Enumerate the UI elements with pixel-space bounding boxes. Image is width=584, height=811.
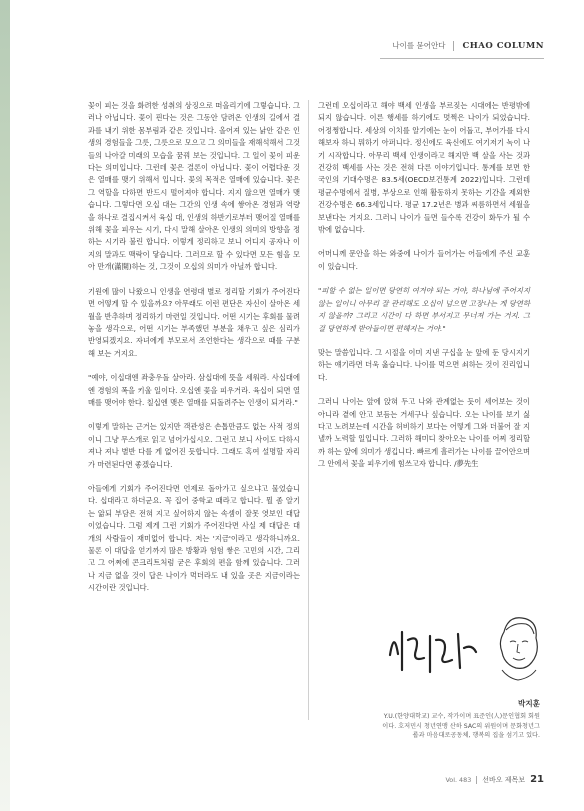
paragraph: 그런데 오십이라고 해야 백세 인생을 부르짖는 시대에는 반평밖에 되지 않습니다. 이른 행세를 하기에도 멋쩍은 나이가 되었습니다. 어정쩡합니다. 세상의 이치를 알기에는 눈이 어둡고, 부어가를 다시 해보자 하니 뭐하기 아퍼니다. 정신에도 육신에도 여기저기 녹이 나기 시작합니다. 아무리 백세 인생이라고 해지만 백 살을 사는 것과 건강히 백세를 사는 것은 전혀 다른 이야기입니다. 통계를 보면 한국인의 기대수명은 83.5세(OECD보건통계 2022)입니다. 그런데 평균수명에서 질병, 부상으로 인해 활동하지 못하는 기간을 제외한 건강수명은 66.3세입니다. 평균 17.2년은 병과 씨름하면서 세월을 보낸다는 거지요. 그러니 나이가 들면 들수록 건강이 화두가 될 수밖에 없습니다.: [318, 101, 530, 235]
quote-paragraph: "예야, 이십대엔 좌충우돌 살아라. 삼십대에 뜻을 세워라. 사십대에엔 경험의 폭을 키울 일이다. 오십엔 꽃을 피우거라. 육십이 되면 열매를 맺어야 한다. 칠십엔 맺은 열매를 되돌려주는 인생이 되거라.": [88, 373, 300, 407]
page-footer: [445, 774, 544, 785]
author-name: 박지훈: [517, 699, 540, 708]
paragraph: 어머니께 문안을 하는 와중에 나이가 들어가는 어들에게 주신 교훈이 있습니다.: [318, 249, 530, 271]
quote-paragraph: "피할 수 없는 일이면 당연히 여겨야 되는 거야, 하나님에 주어지지 않는 일이니 아무리 잘 관리해도 오십이 넘으면 고장나는 게 당연하지 않을까? 그리고 시간이 다 하면 부서지고 무너져 가는 거지. 그걸 당연하게 받아들이면 편해지는 거야.": [318, 286, 530, 333]
volume-label: Vol. 483: [445, 775, 472, 784]
author-portrait-sketch: [488, 612, 546, 686]
paragraph: 기원에 많이 나왔으니 인생을 연령대 별로 정리할 기회가 주어진다면 어떻게 할 수 있을까요? 아무래도 이런 편단은 자신이 살아온 세월을 반추하며 정리하기 마련일 것입니다. 어떤 시기는 후회를 물려놓을 생각으로, 어떤 시기는 부족했던 부분을 채우고 싶은 심리가 반영되겠지요. 자녀에게 부모로서 조언한다는 생각으로 때를 구분해 보는 거지요.: [88, 286, 300, 358]
paragraph: 아들에게 기회가 주어진다면 언제로 돌아가고 싶으냐고 물었습니다. 십대라고 하더군요. 꼭 집어 중학교 때라고 합니다. 뭘 좀 알기는 앎되 부담은 전혀 지고 싶어하지 않는 속셈이 잘못 엿보인 대답이었습니다. 그럼 제게 그런 기회가 주어진다면 사실 제 대답은 대개의 사람들이 재미없어 합니다. 저는 '지금'이라고 생각하니까요. 물론 이 대답을 얻기까지 많은 방황과 험험 쌓은 고민의 시간, 그리고 그 어쩌에 콘크리트처럼 굳은 후회의 편을 함께 있습니다. 그러나 지금 없을 것이 답은 나이가 먹더라도 내 있을 곳은 지금이라는 시간이란 것입니다.: [88, 483, 300, 593]
magazine-name: 선바오 제목보: [482, 775, 526, 784]
left-column: [88, 100, 300, 607]
header-rule: [380, 58, 544, 59]
header-separator: [453, 41, 454, 51]
page-edge-decoration: [0, 0, 10, 811]
column-name: CHAO COLUMN: [462, 40, 544, 51]
column-divider: [308, 100, 309, 720]
paragraph: 그러니 나이는 앞에 앉혀 두고 나와 관계없는 듯이 세어보는 것이 아니라 곁에 안고 보듬는 거세구나 싶습니다. 오는 나이를 보기 싫다고 노려보는데 시간을 허비하기 보다는 어떻게 그와 더불어 잘 지낼까 노력할 일입니다. 그러하 해미디 찾아오는 나이를 어찌 정리할까 하는 앞에 의미가 생깁니다. 빠르게 흘러가는 나이를 끌어안으며 그 안에서 꽃을 피우기에 힘쓰고자 합니다. /夢先生: [318, 397, 530, 469]
author-bio: Y.U.(한양대학교) 교수, 작가이며 표준인(人)문인협회 회원이다. 호저민시 청년연맹 산하 SAC의 위원이며 문화청년그룹과 마음대로공동체, 행복의 집을 섬기고 있다.: [382, 713, 540, 740]
paragraph: 꽃이 피는 것을 화려한 성취의 상징으로 떠올리기에 그렇습니다. 그러나 아닙니다. 꽃이 핀다는 것은 그동안 담려온 인생의 길에서 결과를 내기 위한 몸부림과 같은 것입니다. 올어져 있는 낡안 같은 인생의 경험들을 그릇, 그릇으로 모으고 그 의미들을 재해석해서 그것들의 나아갈 미래의 모습을 꿈꿔 보는 것입니다. 그 일이 꽃이 피운다는 의미입니다. 그런데 꽃은 결론이 아닙니다. 꽃이 어렵다운 것은 열매를 맺기 위해서 입니다. 꽃의 목적은 열매에 있습니다. 꽃은 그 역할을 다하면 반드시 떨어져야 합니다. 지지 않으면 열매가 맺습니다. 그렇다면 오십 대는 그간의 인생 속에 쌓아온 경험과 역량을 하나로 결집시켜서 육십 대, 인생의 하반기로부터 맺어질 열매를 위해 꽃을 피우는 시기, 다시 말해 살아온 인생의 의미의 방향을 정하는 시기라 불린 합니다. 이렇게 정리하고 보니 어디지 공자나 이지의 말과도 맥락이 닿습니다. 그러므로 할 수 있다면 모든 힘을 모아 만개(滿開)하는 것, 그것이 오십의 의미가 아닐까 합니다.: [88, 101, 300, 272]
paragraph: 맞는 말씀입니다. 그 시절을 이미 지낸 구십을 눈 앞에 둔 당시지기 하는 얘기라면 더욱 옳습니다. 나이를 먹으면 쇠하는 것이 진리입니다.: [318, 347, 530, 382]
right-column: [318, 100, 530, 483]
paragraph: 이렇게 말하는 근거는 있지만 객관성은 손톱만큼도 없는 사적 정의이니 그냥 무스개로 읽고 넘어가십시오. 그런고 보니 사이도 다하시 져나 져나 별반 다를 게 없어진 듯합니다. 그래도 혹여 설명할 자리가 마련된다면 좋겠습니다.: [88, 422, 300, 469]
author-box: [380, 698, 540, 741]
page-number: 21: [530, 774, 544, 785]
column-kicker: 나이를 묻어안다: [392, 41, 446, 50]
footer-separator: [476, 776, 477, 784]
column-header: [392, 40, 544, 51]
